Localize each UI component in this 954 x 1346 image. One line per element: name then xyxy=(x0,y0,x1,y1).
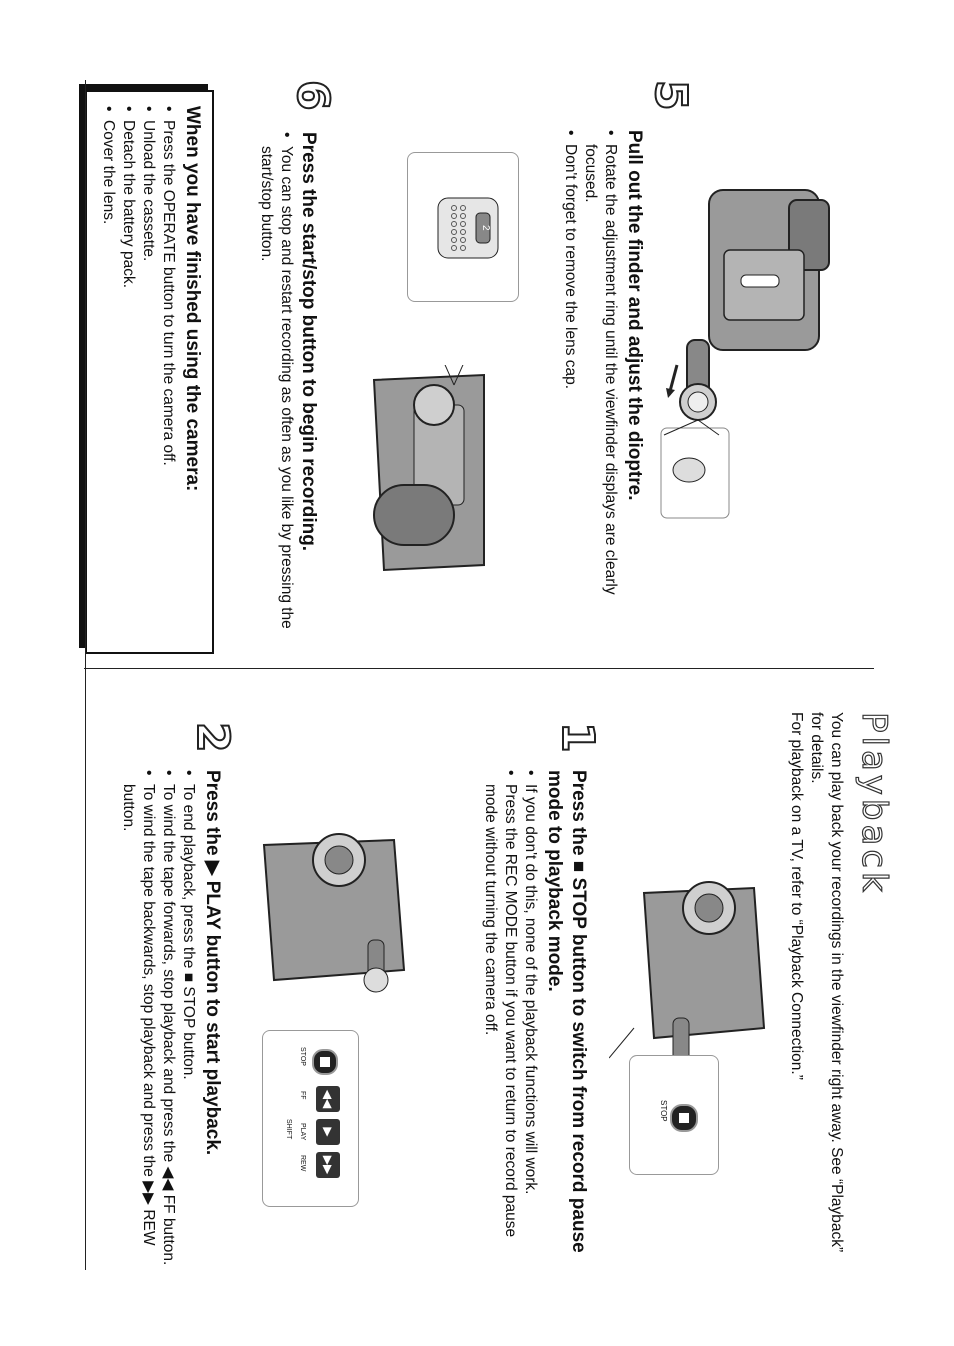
step1-heading: Press the ■ STOP button to switch from record pause mode to playback mode. xyxy=(544,770,589,1253)
finished-box xyxy=(85,90,214,654)
play-button[interactable]: ▶ xyxy=(316,1119,340,1145)
stop-button-inset xyxy=(629,1055,719,1175)
finished-bullet-4: • Cover the lens. xyxy=(98,106,118,636)
step5-heading: Pull out the finder and adjust the dioptre. xyxy=(624,130,645,501)
stop-button-label: STOP xyxy=(659,1100,668,1122)
transport-controls-inset xyxy=(262,1030,359,1207)
intro-text xyxy=(786,712,846,1272)
step6-heading: Press the start/stop button to begin recording. xyxy=(298,132,319,552)
step2-heading: Press the ▶ PLAY button to start playback. xyxy=(202,770,223,1156)
label-stop: STOP xyxy=(299,1047,306,1066)
stop-button[interactable] xyxy=(670,1104,698,1132)
top-rule xyxy=(85,80,86,1270)
step1-bullets xyxy=(480,770,540,1270)
intro-line-2: For playback on a TV, refer to “Playback Connection.” xyxy=(788,712,805,1080)
step2-bullets xyxy=(118,770,198,1270)
step5-bullet-2: • Don't forget to remove the lens cap. xyxy=(560,130,580,650)
step6-bullets xyxy=(256,132,296,652)
camcorder-playback-illustration-2 xyxy=(234,820,424,1000)
step5-bullet-1: • Rotate the adjustment ring until the viewfinder displays are clearly focused. xyxy=(580,130,620,650)
step2-bullet-1: • To end playback, press the ■ STOP button. xyxy=(178,770,198,1270)
step2-bullet-3: • To wind the tape backwards, stop playback and press the ▶▶ REW button. xyxy=(118,770,158,1270)
stop-control-icon xyxy=(320,1057,330,1067)
step5-number: 5 xyxy=(645,80,696,111)
label-rew: REW xyxy=(299,1155,306,1172)
intro-line-1: You can play back your recordings in the viewfinder right away. See “Playback” for details. xyxy=(808,712,845,1253)
finished-bullet-3: • Detach the battery pack. xyxy=(118,106,138,636)
ff-button[interactable]: ◀◀ xyxy=(316,1086,340,1112)
finished-bullet-2: • Unload the cassette. xyxy=(138,106,158,636)
step6-bullet-1: • You can stop and restart recording as often as you like by pressing the start/stop button. xyxy=(256,132,296,652)
step1-bullet-1: • If you don't do this, none of the playback functions will work. xyxy=(520,770,540,1270)
stop-square-icon xyxy=(679,1113,689,1123)
column-divider xyxy=(84,668,874,669)
step1-bullet-2: • Press the REC MODE button if you want to return to record pause mode without turning the camera off. xyxy=(480,770,520,1270)
finished-bullet-1: • Press the OPERATE button to turn the camera off. xyxy=(158,106,178,636)
stop-control-button[interactable] xyxy=(312,1049,338,1075)
start-stop-button-label: 2 xyxy=(480,225,491,231)
section-title: Playback xyxy=(854,712,894,896)
finished-box-heading: When you have finished using the camera: xyxy=(182,106,203,492)
step2-bullet-2: • To wind the tape forwards, stop playback and press the ◀◀ FF button. xyxy=(158,770,178,1270)
label-shift: SHIFT xyxy=(285,1119,292,1140)
camcorder-viewfinder-illustration xyxy=(654,180,839,540)
rew-button[interactable]: ▶▶ xyxy=(316,1152,340,1178)
camcorder-side-illustration xyxy=(354,365,514,585)
label-play: PLAY xyxy=(299,1123,306,1141)
start-stop-button-inset xyxy=(407,152,519,302)
step2-number: 2 xyxy=(187,722,238,753)
label-ff: FF xyxy=(299,1091,306,1100)
step6-number: 6 xyxy=(287,80,338,111)
finished-box-bullets xyxy=(98,106,178,636)
step1-number: 1 xyxy=(552,722,603,753)
step5-bullets xyxy=(560,130,620,650)
